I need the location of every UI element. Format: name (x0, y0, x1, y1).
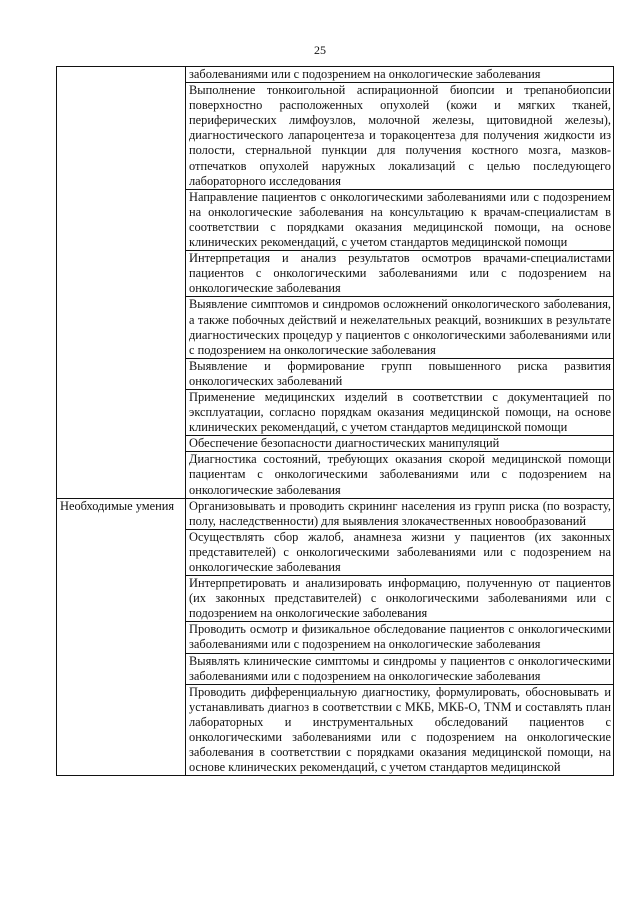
table-cell: Направление пациентов с онкологическими заболеваниями или с подозрением на онкологические заболевания на консультацию к врачам-специалистам в соответствии с порядками оказания медицинской помощи, на основе клинических рекомендаций, с учетом стандартов медицинской помощи (186, 189, 614, 250)
table-row (57, 67, 614, 83)
table-cell: Выявление и формирование групп повышенного риска развития онкологических заболеваний (186, 358, 614, 389)
table-cell: Интерпретация и анализ результатов осмотров врачами-специалистами пациентов с онкологическими заболеваниями или с подозрением на онкологические заболевания (186, 251, 614, 297)
table-cell: Проводить осмотр и физикальное обследование пациентов с онкологическими заболеваниями или с подозрением на онкологические заболевания (186, 622, 614, 653)
table-row (57, 498, 614, 529)
table-cell: Интерпретировать и анализировать информацию, полученную от пациентов (их законных представителей) с онкологическими заболеваниями или с подозрением на онкологические заболевания (186, 576, 614, 622)
table-cell: Проводить дифференциальную диагностику, формулировать, обосновывать и устанавливать диагноз в соответствии с МКБ, МКБ-О, TNM и составлять план лабораторных и инструментальных обследований пациентов с онкологическими заболеваниями или с подозрением на онкологические заболевания в соответствии с порядками оказания медицинской помощи, на основе клинических рекомендаций, с учетом стандартов медицинской (186, 684, 614, 776)
page-number: 25 (314, 43, 326, 57)
table-cell: Организовывать и проводить скрининг населения из групп риска (по возрасту, полу, наследственности) для выявления злокачественных новообразований (186, 498, 614, 529)
table-cell: Диагностика состояний, требующих оказания скорой медицинской помощи пациентам с онкологическими заболеваниями или с подозрением на онкологические заболевания (186, 452, 614, 498)
row-label (57, 67, 186, 499)
row-label-required-skills: Необходимые умения (57, 498, 186, 776)
table-cell: Выявление симптомов и синдромов осложнений онкологического заболевания, а также побочных действий и нежелательных реакций, возникших в результате диагностических процедур у пациентов с онкологическими заболеваниями или с подозрением на онкологические заболевания (186, 297, 614, 358)
table-cell: Выявлять клинические симптомы и синдромы у пациентов с онкологическими заболеваниями или с подозрением на онкологические заболевания (186, 653, 614, 684)
table-cell: Обеспечение безопасности диагностических манипуляций (186, 436, 614, 452)
table-cell: Применение медицинских изделий в соответствии с документацией по эксплуатации, согласно порядкам оказания медицинской помощи, на основе клинических рекомендаций, с учетом стандартов медицинской помощи (186, 389, 614, 435)
competency-table (56, 66, 614, 776)
table-cell: Выполнение тонкоигольной аспирационной биопсии и трепанобиопсии поверхностно расположенных опухолей (кожи и мягких тканей, периферических лимфоузлов, молочной железы, щитовидной железы), диагностического лапароцентеза и торакоцентеза для получения жидкости из полости, стернальной пункции для получения костного мозга, мазков-отпечатков опухолей наружных локализаций с целью последующего лабораторного исследования (186, 83, 614, 190)
table-cell: Осуществлять сбор жалоб, анамнеза жизни у пациентов (их законных представителей) с онкологическими заболеваниями или с подозрением на онкологические заболевания (186, 529, 614, 575)
table-cell: заболеваниями или с подозрением на онкологические заболевания (186, 67, 614, 83)
